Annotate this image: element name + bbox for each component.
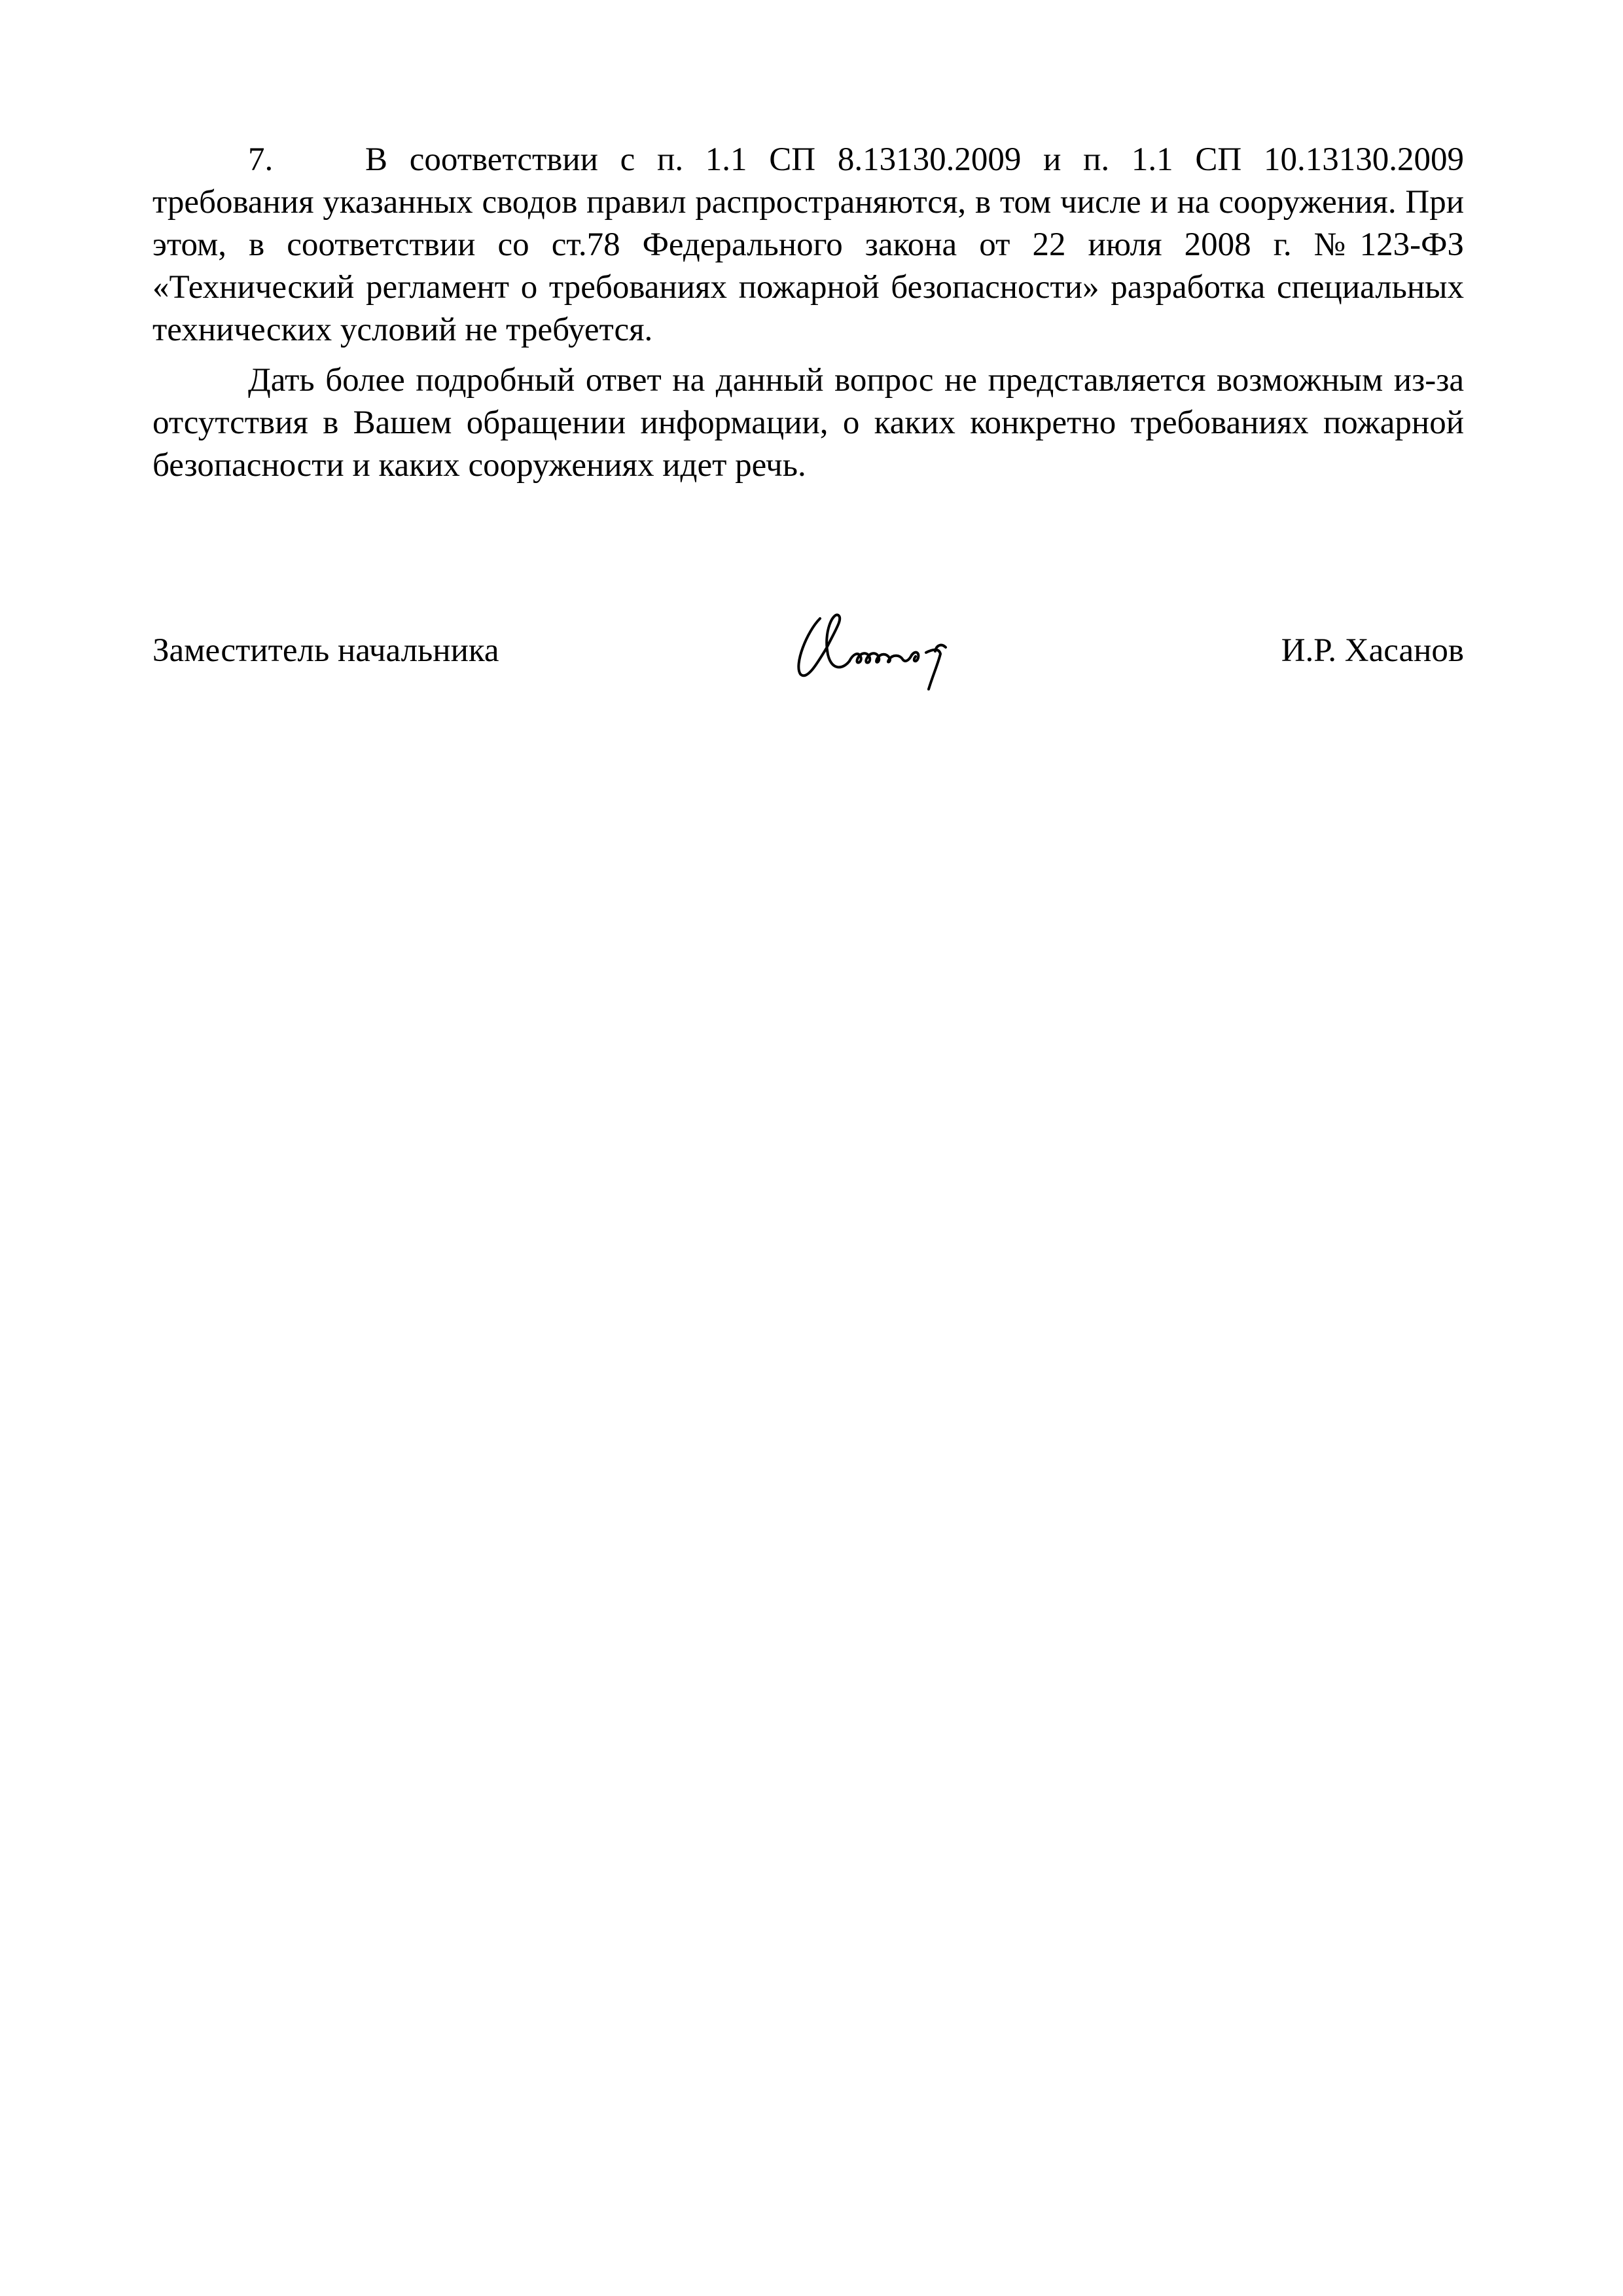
paragraph-number: 7. xyxy=(248,141,274,178)
paragraph-7-text: В соответствии с п. 1.1 СП 8.13130.2009 и п. 1.1 СП 10.13130.2009 требования указанных сводов правил распространяются, в том числе и на сооружения. При этом, в соответствии со ст.78 Федерального закона от 22 июля 2008 г. №123-ФЗ «Технический регламент о требованиях пожарной безопасности» разработка специальных технических условий не требуется. xyxy=(152,141,1464,348)
signature-block xyxy=(152,619,1464,710)
paragraph-closing xyxy=(152,359,1464,487)
paragraph-7 xyxy=(152,139,1464,351)
signer-position: Заместитель начальника xyxy=(152,632,499,669)
handwritten-signature xyxy=(781,592,997,697)
paragraph-closing-text: Дать более подробный ответ на данный вопрос не представляется возможным из-за отсутствия в Вашем обращении информации, о каких конкретно требованиях пожарной безопасности и каких сооружениях идет речь. xyxy=(152,362,1464,484)
letter-body xyxy=(152,139,1464,487)
signer-name: И.Р. Хасанов xyxy=(1281,632,1464,669)
